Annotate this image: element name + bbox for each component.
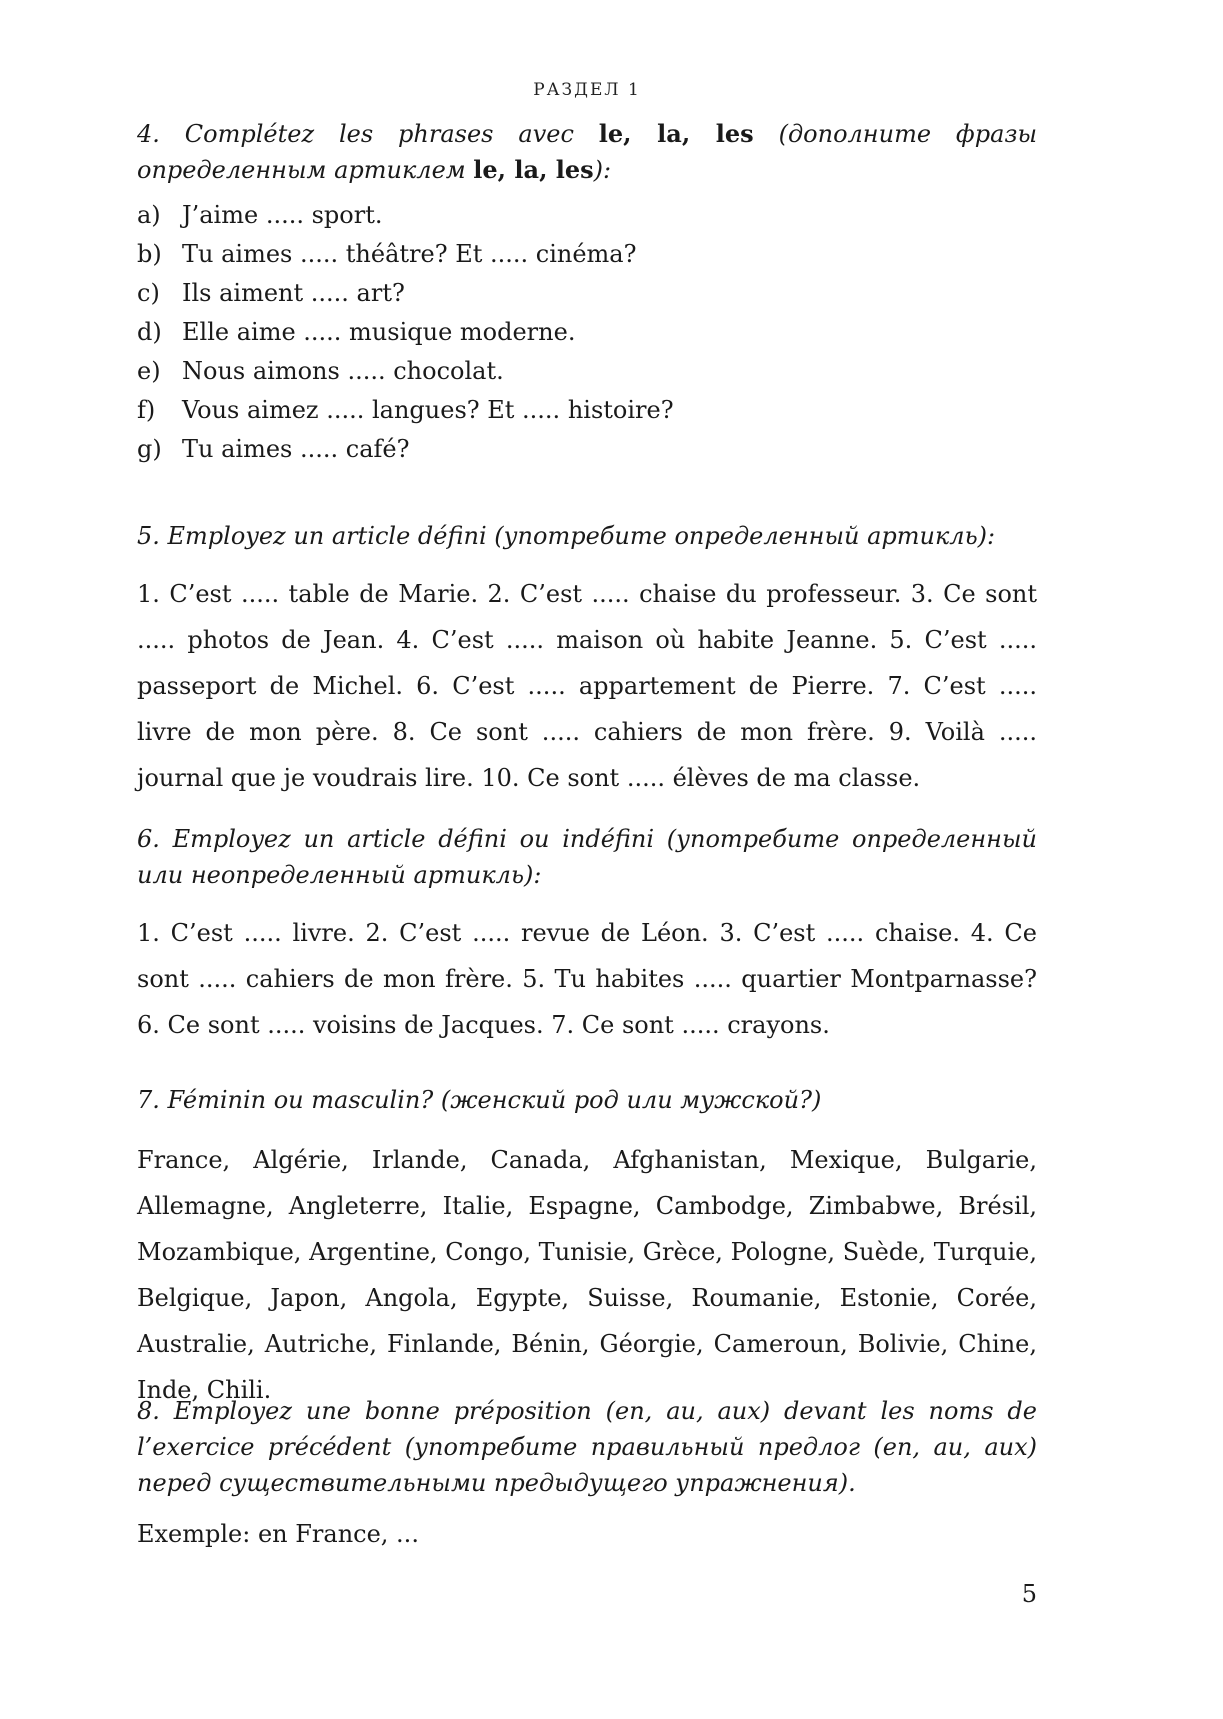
page-number: 5 <box>1021 1580 1037 1608</box>
list-item: e) Nous aimons ..... chocolat. <box>137 357 504 385</box>
list-item: d) Elle aime ..... musique moderne. <box>137 318 576 346</box>
list-item: b) Tu aimes ..... théâtre? Et ..... cinéma? <box>137 240 637 268</box>
exercise-7 <box>137 1082 1037 1118</box>
exercise-7-body <box>137 1137 1037 1413</box>
exercise-5-instruction: 5. Employez un article défini (употребите определенный артикль): <box>137 522 996 550</box>
exercise-6 <box>137 821 1037 893</box>
exercise-5-text: 1. C’est ..... table de Marie. 2. C’est ..... chaise du professeur. 3. Ce sont ..... photos de Jean. 4. C’est ..... maison où habite Jeanne. 5. C’est ..... passeport de Michel. 6. C’est ..... appartement de Pierre. 7. C’est ..... livre de mon père. 8. Ce sont ..... cahiers de mon frère. 9. Voilà ..... journal que je voudrais lire. 10. Ce sont ..... élèves de ma classe. <box>137 580 1037 792</box>
exercise-6-body <box>137 910 1037 1048</box>
list-item: f) Vous aimez ..... langues? Et ..... histoire? <box>137 396 674 424</box>
exercise-8-instruction: 8. Employez une bonne préposition (en, au, aux) devant les noms de l’exercice précédent (употребите правильный предлог (en, au, aux) перед существительными предыдущего упражнения). <box>137 1397 1037 1497</box>
exercise-4-instruction: 4. Complétez les phrases avec le, la, les (дополните фразы определенным артиклем le, la, les): <box>137 119 1038 184</box>
exercise-6-instruction: 6. Employez un article défini ou indéfini (употребите определенный или неопределенный артикль): <box>137 825 1037 889</box>
list-item: c) Ils aiment ..... art? <box>137 279 405 307</box>
page <box>137 0 1037 1719</box>
exercise-8-example-text: Exemple: en France, ... <box>137 1520 419 1548</box>
exercise-5-body <box>137 571 1037 801</box>
list-item: a) J’aime ..... sport. <box>137 201 383 229</box>
exercise-6-text: 1. C’est ..... livre. 2. C’est ..... revue de Léon. 3. C’est ..... chaise. 4. Ce sont ..... cahiers de mon frère. 5. Tu habites ..... quartier Montparnasse? 6. Ce sont ..... voisins de Jacques. 7. Ce sont ..... crayons. <box>137 919 1037 1039</box>
running-head: РАЗДЕЛ 1 <box>533 80 641 100</box>
exercise-7-instruction: 7. Féminin ou masculin? (женский род или мужской?) <box>137 1086 822 1114</box>
list-item: g) Tu aimes ..... café? <box>137 435 410 463</box>
exercise-4 <box>137 116 1037 469</box>
exercise-7-text: France, Algérie, Irlande, Canada, Afghanistan, Mexique, Bulgarie, Allemagne, Angleterre, Italie, Espagne, Cambodge, Zimbabwe, Brésil, Mozambique, Argentine, Congo, Tunisie, Grèce, Pologne, Suède, Turquie, Belgique, Japon, Angola, Egypte, Suisse, Roumanie, Estonie, Corée, Australie, Autriche, Finlande, Bénin, Géorgie, Cameroun, Bolivie, Chine, Inde, Chili. <box>137 1146 1037 1404</box>
exercise-8 <box>137 1393 1037 1501</box>
exercise-8-example <box>137 1516 1037 1552</box>
exercise-4-list <box>137 196 1037 469</box>
exercise-5 <box>137 518 1037 554</box>
